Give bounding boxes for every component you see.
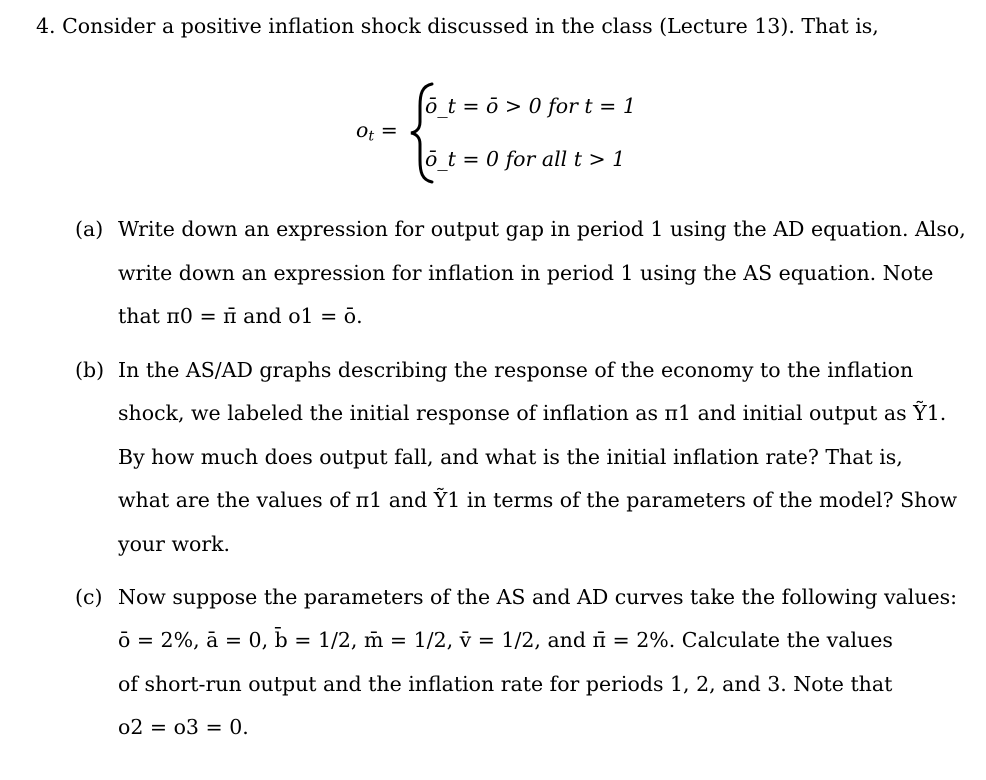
part-c-line-2: ō = 2%, ā = 0, b̄ = 1/2, m̄ = 1/2, v̄ = 1/2, and π̄ = 2%. Calculate the values <box>118 628 893 652</box>
equation-case-1: ō_t = ō > 0 for t = 1 <box>425 94 636 118</box>
equation-case-2: ō_t = 0 for all t > 1 <box>425 147 626 171</box>
question-number: 4. <box>36 14 56 38</box>
part-a-line-3: that π0 = π̄ and o1 = ō. <box>118 304 363 328</box>
part-a-line-2: write down an expression for inflation in period 1 using the AS equation. Note <box>118 261 934 285</box>
equation-lhs: $o_t$ = <box>356 118 398 145</box>
part-b-line-3: By how much does output fall, and what is the initial inflation rate? That is, <box>118 445 903 469</box>
part-c-label: (c) <box>75 585 103 609</box>
part-c-line-3: of short-run output and the inflation rate for periods 1, 2, and 3. Note that <box>118 672 893 696</box>
part-b-line-1: In the AS/AD graphs describing the response of the economy to the inflation <box>118 358 914 382</box>
question-prompt: Consider a positive inflation shock discussed in the class (Lecture 13). That is, <box>62 14 879 38</box>
question-heading <box>36 16 879 37</box>
part-c-line-4: o2 = o3 = 0. <box>118 715 249 739</box>
part-b-line-5: your work. <box>118 532 231 556</box>
part-a-line-1: Write down an expression for output gap in period 1 using the AD equation. Also, <box>118 217 966 241</box>
part-a-label: (a) <box>75 217 104 241</box>
part-b-line-4: what are the values of π1 and Ỹ1 in terms of the parameters of the model? Show <box>118 488 958 512</box>
part-b-label: (b) <box>75 358 105 382</box>
part-b-line-2: shock, we labeled the initial response of inflation as π1 and initial output as Ỹ1. <box>118 401 947 425</box>
part-c-line-1: Now suppose the parameters of the AS and AD curves take the following values: <box>118 585 958 609</box>
